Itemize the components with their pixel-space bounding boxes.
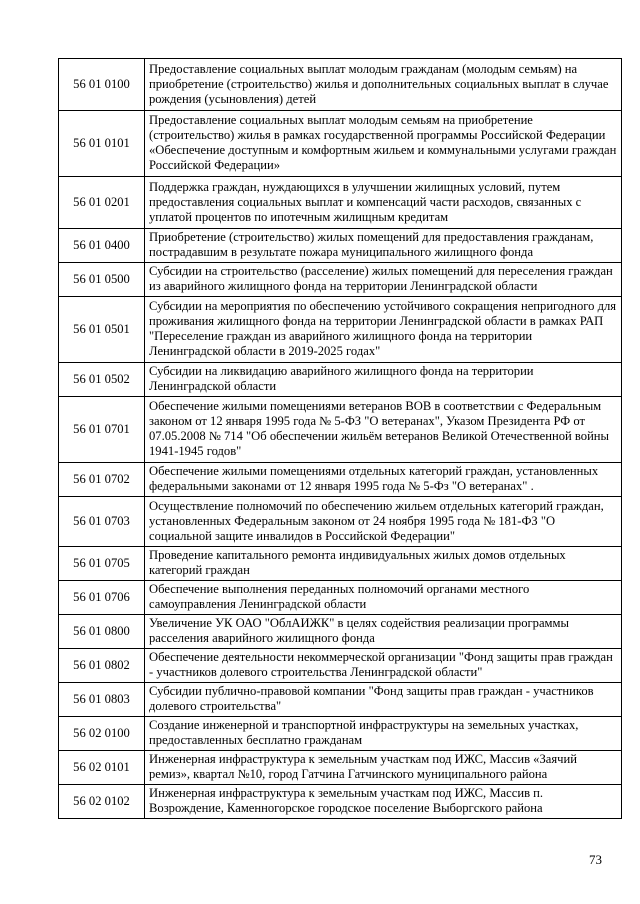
table-row [59,717,622,751]
budget-code-cell: 56 01 0501 [59,297,145,363]
budget-code-cell: 56 01 0500 [59,263,145,297]
budget-code-cell: 56 01 0803 [59,683,145,717]
budget-code-cell: 56 01 0101 [59,111,145,177]
table-row [59,463,622,497]
table-body [59,59,622,819]
budget-code-cell: 56 01 0802 [59,649,145,683]
description-cell: Субсидии публично-правовой компании "Фонд защиты прав граждан - участников долевого строительства" [145,683,622,717]
table-row [59,497,622,547]
budget-code-cell: 56 01 0702 [59,463,145,497]
budget-code-cell: 56 01 0703 [59,497,145,547]
table-row [59,229,622,263]
table-row [59,581,622,615]
table-row [59,297,622,363]
budget-code-cell: 56 02 0101 [59,751,145,785]
table-row [59,751,622,785]
description-cell: Предоставление социальных выплат молодым семьям на приобретение (строительство) жилья в рамках государственной программы Российской Федерации «Обеспечение доступным и комфортным жильем и коммунальными услугами граждан Российской Федерации» [145,111,622,177]
description-cell: Обеспечение жилыми помещениями отдельных категорий граждан, установленных федеральными законами от 12 января 1995 года № 5-Фз "О ветеранах" . [145,463,622,497]
description-cell: Инженерная инфраструктура к земельным участкам под ИЖС, Массив «Заячий ремиз», квартал №10, город Гатчина Гатчинского муниципального района [145,751,622,785]
budget-code-cell: 56 01 0502 [59,363,145,397]
table-row [59,363,622,397]
description-cell: Приобретение (строительство) жилых помещений для предоставления гражданам, пострадавшим в результате пожара муниципального жилищного фонда [145,229,622,263]
budget-code-cell: 56 01 0800 [59,615,145,649]
description-cell: Предоставление социальных выплат молодым гражданам (молодым семьям) на приобретение (строительство) жилья и дополнительных социальных выплат в случае рождения (усыновления) детей [145,59,622,111]
table-row [59,683,622,717]
budget-code-cell: 56 02 0100 [59,717,145,751]
budget-code-cell: 56 01 0201 [59,177,145,229]
table-row [59,649,622,683]
description-cell: Увеличение УК ОАО "ОблАИЖК" в целях содействия реализации программы расселения аварийного жилищного фонда [145,615,622,649]
description-cell: Субсидии на строительство (расселение) жилых помещений для переселения граждан из аварийного жилищного фонда на территории Ленинградской области [145,263,622,297]
description-cell: Инженерная инфраструктура к земельным участкам под ИЖС, Массив п. Возрождение, Каменногорское городское поселение Выборгского района [145,785,622,819]
budget-code-cell: 56 01 0705 [59,547,145,581]
description-cell: Поддержка граждан, нуждающихся в улучшении жилищных условий, путем предоставления социальных выплат и компенсаций части расходов, связанных с уплатой процентов по ипотечным жилищным кредитам [145,177,622,229]
table-row [59,177,622,229]
table-row [59,111,622,177]
budget-code-cell: 56 02 0102 [59,785,145,819]
description-cell: Обеспечение выполнения переданных полномочий органами местного самоуправления Ленинградской области [145,581,622,615]
table-row [59,397,622,463]
table-row [59,785,622,819]
budget-code-cell: 56 01 0100 [59,59,145,111]
table-row [59,547,622,581]
table-row [59,263,622,297]
description-cell: Обеспечение жилыми помещениями ветеранов ВОВ в соответствии с Федеральным законом от 12 января 1995 года № 5-ФЗ "О ветеранах", Указом Президента РФ от 07.05.2008 № 714 "Об обеспечении жильём ветеранов Великой Отечественной войны 1941-1945 годов" [145,397,622,463]
budget-code-cell: 56 01 0400 [59,229,145,263]
table-row [59,615,622,649]
budget-code-table [58,58,622,819]
description-cell: Субсидии на мероприятия по обеспечению устойчивого сокращения непригодного для проживания жилищного фонда на территории Ленинградской области в рамках РАП "Переселение граждан из аварийного жилищного фонда на территории Ленинградской области в 2019-2025 годах" [145,297,622,363]
budget-code-cell: 56 01 0706 [59,581,145,615]
budget-code-cell: 56 01 0701 [59,397,145,463]
description-cell: Субсидии на ликвидацию аварийного жилищного фонда на территории Ленинградской области [145,363,622,397]
description-cell: Создание инженерной и транспортной инфраструктуры на земельных участках, предоставленных бесплатно гражданам [145,717,622,751]
table-row [59,59,622,111]
description-cell: Обеспечение деятельности некоммерческой организации "Фонд защиты прав граждан - участников долевого строительства Ленинградской области" [145,649,622,683]
description-cell: Осуществление полномочий по обеспечению жильем отдельных категорий граждан, установленных Федеральным законом от 24 ноября 1995 года № 181-ФЗ "О социальной защите инвалидов в Российской Федерации" [145,497,622,547]
page-number: 73 [589,852,602,867]
description-cell: Проведение капитального ремонта индивидуальных жилых домов отдельных категорий граждан [145,547,622,581]
